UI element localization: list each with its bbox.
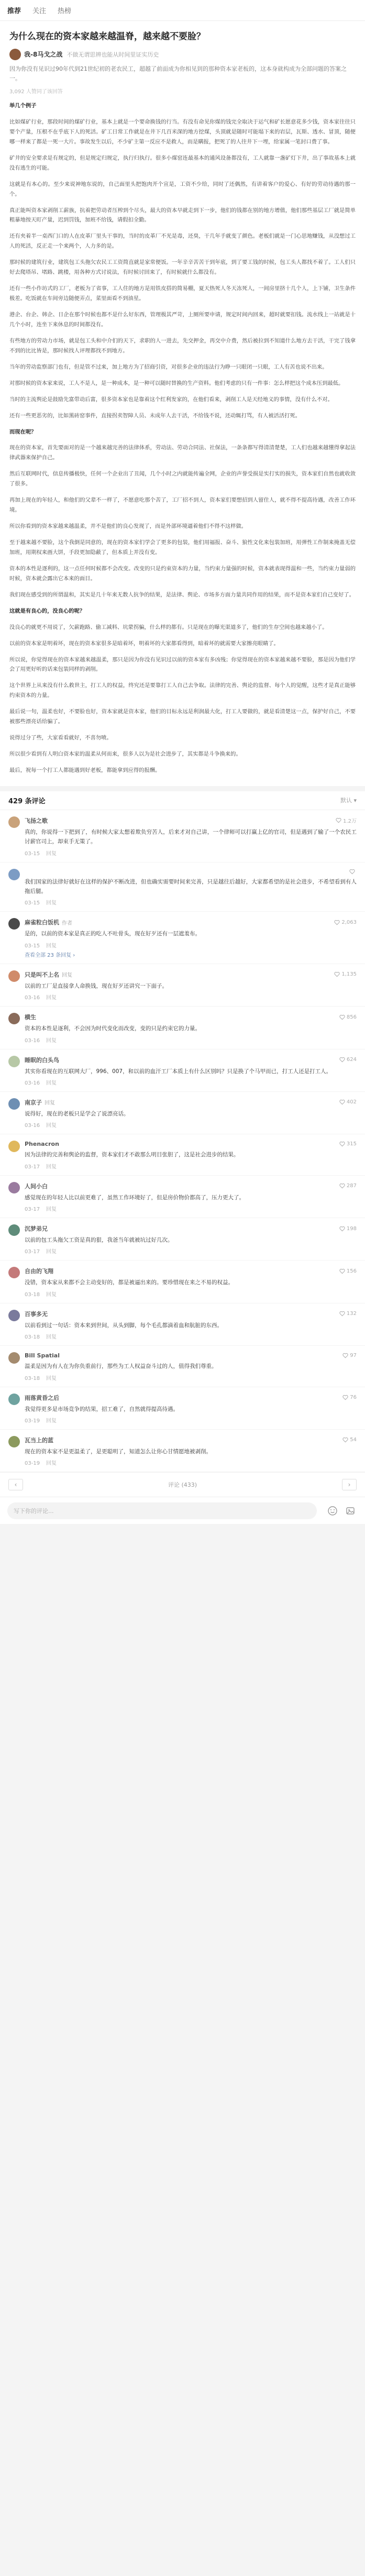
comment-reply-button[interactable]: 回复 — [46, 1461, 57, 1467]
comments-header — [0, 791, 365, 810]
comment-time: 03-16 — [25, 1123, 40, 1129]
comment-reply-button[interactable]: 回复 — [46, 1037, 57, 1044]
comment-footer — [25, 941, 357, 949]
comment-sort-toggle[interactable]: 默认 ▾ — [340, 797, 357, 804]
comment-text: 资本的本性是逐利，不会因为时代变化而改变，变的只是约束它的力量。 — [25, 1025, 201, 1032]
answer-paragraph: 还有一些小作坊式的工厂，老板为了省事，工人住的地方是用铁皮搭的简易棚，夏天热死人冬天冻死人，一间房里挤十几个人，上下铺，卫生条件极差。吃饭就在车间旁边随便弄点，菜里面看不到油星。 — [9, 285, 356, 302]
comment-text: 以前的工厂是直接拿人命换钱，现在好歹还讲究一下面子。 — [25, 982, 168, 989]
commenter-avatar[interactable] — [8, 869, 20, 880]
comment-text: 我觉得更多是市场竞争的结果，招工难了，自然就得提高待遇。 — [25, 1406, 179, 1412]
answer-paragraph: 最后说一句，温柔也好，不要脸也好，资本家就是资本家，他们的目标永远是利润最大化，打工人要做的，就是看清楚这一点，保护好自己，不要被那些漂亮话给骗了。 — [9, 709, 356, 725]
comment-content — [25, 816, 357, 857]
commenter-name[interactable]: 南京子 — [25, 1099, 42, 1106]
commenter-avatar[interactable] — [8, 970, 20, 982]
comment-user-row — [25, 869, 357, 875]
comment-like-button[interactable] — [339, 1311, 357, 1317]
commenter-name[interactable]: 瓦当上的蓝 — [25, 1436, 53, 1444]
answer-paragraph: 还有夹着半一桌西门口的人在皮革厂里头干事的，当时的皮革厂不光是毒，还臭，干几年手就变了颜色。老板们就是一门心思地赚钱，从没想过工人的死活，反正走一个来两个，人力多的是。 — [9, 233, 356, 250]
comment-item — [0, 1007, 365, 1049]
comment-like-button[interactable] — [339, 1183, 357, 1189]
commenter-avatar[interactable] — [8, 1224, 20, 1236]
comment-content — [25, 918, 357, 958]
comment-text: 现在的资本家不是更温柔了，是更聪明了，知道怎么让你心甘情愿地被剥削。 — [25, 1448, 212, 1455]
answer-paragraph: 我们现在感受到的所谓温和，其实是几十年来无数人抗争的结果，是法律、舆论、市场多方面力量共同作用的结果，而不是资本家们自己变好了。 — [9, 591, 355, 598]
comment-like-button[interactable] — [334, 920, 357, 925]
comment-time: 03-15 — [25, 900, 40, 906]
comment-content — [25, 1141, 357, 1169]
heart-icon — [339, 1183, 345, 1189]
comment-like-button[interactable] — [342, 1437, 357, 1443]
comment-item — [0, 1092, 365, 1134]
comment-content — [25, 1352, 357, 1381]
view-replies-link[interactable]: 查看全部 23 条回复 › — [25, 952, 75, 958]
comment-count: 429 条评论 — [8, 797, 46, 805]
comment-footer — [25, 1162, 357, 1170]
comment-item — [0, 810, 365, 863]
comment-item — [0, 1346, 365, 1387]
commenter-avatar[interactable] — [8, 1394, 20, 1405]
comment-like-count: 54 — [350, 1437, 357, 1443]
answer-summary: 因为你没有见识过90年代到21世纪初的老农民工，超越了前面成为你相见到的那种资本家老板的，这本身就构成为全部问题的答案之一。 — [9, 65, 347, 82]
heart-icon — [336, 817, 341, 823]
comment-reply-button[interactable]: 回复 — [46, 1291, 57, 1298]
commenter-avatar[interactable] — [8, 1141, 20, 1152]
comment-text: 温柔是因为有人在为你负重前行，那些为工人权益奋斗过的人，值得我们尊重。 — [25, 1363, 217, 1370]
comment-user-row — [25, 1182, 357, 1190]
section-heading: 这就是有良心的，没良心的呢？ — [9, 607, 85, 614]
comment-reply-button[interactable]: 回复 — [46, 1080, 57, 1086]
comment-reply-button[interactable]: 回复 — [46, 943, 57, 949]
comment-time: 03-15 — [25, 850, 40, 857]
commenter-name[interactable]: 麻雀粒白饭机 — [25, 919, 59, 926]
comment-time: 03-19 — [25, 1418, 40, 1424]
comment-footer — [25, 1332, 357, 1340]
commenter-name[interactable]: 只是叫不上名 — [25, 971, 59, 978]
commenter-avatar[interactable] — [8, 1013, 20, 1024]
answer-paragraph: 所以很少看到有人明白资本家的温柔从何而来，很多人以为是社会进步了，其实都是斗争换来的。 — [9, 751, 241, 758]
commenter-name[interactable]: Bill Spatial — [25, 1352, 60, 1359]
commenter-name[interactable]: 百事多无 — [25, 1310, 48, 1318]
comment-text: 没错，资本家从来都不会主动变好的，都是被逼出来的。要珍惜现在来之不易的权益。 — [25, 1279, 234, 1286]
heart-icon — [339, 1268, 345, 1274]
commenter-name[interactable]: Phenacron — [25, 1141, 59, 1148]
commenter-avatar[interactable] — [8, 1436, 20, 1447]
commenter-avatar[interactable] — [8, 1352, 20, 1364]
comment-item — [0, 863, 365, 912]
comment-item — [0, 1261, 365, 1303]
answer-paragraph: 当年的劳动监察部门也有，但是管不过来，加上地方为了招商引资，对很多企业的违法行为睁一只眼闭一只眼，工人有苦也说不出来。 — [9, 363, 328, 370]
comment-content — [25, 1310, 357, 1340]
heart-icon — [339, 1311, 345, 1317]
author-avatar[interactable] — [9, 49, 21, 60]
comment-user-row — [25, 1352, 357, 1359]
comment-like-button[interactable] — [339, 1057, 357, 1063]
comment-user-row — [25, 1267, 357, 1275]
answer-paragraph: 再加上现在的年轻人，和他们的父辈不一样了，不愿意吃那个苦了，工厂招不到人，资本家们要想招到人留住人，就不得不提高待遇，改善工作环境。 — [9, 497, 356, 514]
comment-like-count: 624 — [346, 1057, 357, 1063]
comment-time: 03-17 — [25, 1249, 40, 1255]
comment-reply-button[interactable]: 回复 — [46, 1249, 57, 1255]
comment-like-count: 402 — [346, 1099, 357, 1105]
comment-time: 03-19 — [25, 1461, 40, 1467]
comment-like-count: 856 — [346, 1014, 357, 1020]
comment-like-button[interactable] — [339, 1014, 357, 1020]
comment-like-button[interactable] — [336, 816, 357, 824]
heart-icon — [349, 869, 355, 875]
comment-like-count: 132 — [346, 1311, 357, 1317]
commenter-name[interactable]: 沉梦弟兄 — [25, 1225, 48, 1233]
comment-content — [25, 970, 357, 1001]
comment-like-button[interactable] — [342, 1353, 357, 1358]
commenter-badge: 回复 — [45, 1100, 55, 1107]
tab-recommend[interactable]: 推荐 — [7, 7, 21, 15]
top-nav — [0, 0, 365, 21]
comment-user-row — [25, 816, 357, 825]
commenter-avatar[interactable] — [8, 1098, 20, 1110]
emoji-icon[interactable] — [325, 1503, 340, 1518]
commenter-badge: 作者 — [62, 920, 72, 926]
commenter-avatar[interactable] — [8, 1310, 20, 1321]
answer-paragraph: 那时候的建筑行业，建筑包工头拖欠农民工工资简直就是家常便饭。一年辛辛苦苦干到年底，到了要工钱的时候，包工头人都找不着了。工人们只好去爬塔吊、堵路、跳楼，用各种方式讨说法，有时候讨回来了，有时候就什么都没有。 — [9, 259, 356, 276]
answer-paragraph: 以前的资本家是明着坏，现在的资本家很多是暗着坏，明着坏的大家都看得到，暗着坏的就需要大家擦亮眼睛了。 — [9, 640, 279, 647]
comment-like-count: 198 — [346, 1225, 357, 1232]
answer-paragraph: 还有一些更恶劣的，比如黑砖窑事件，直接拐卖智障人员、未成年人去干活，不给钱不说，还动辄打骂，有人被活活打死。 — [9, 412, 301, 419]
comment-item — [0, 1430, 365, 1472]
section-heading: 举几个例子 — [9, 103, 37, 109]
heart-icon — [339, 1226, 345, 1232]
comment-like-count: 287 — [346, 1183, 357, 1189]
comment-content — [25, 1013, 357, 1043]
comment-list — [0, 810, 365, 1472]
comment-like-count: 1.2万 — [343, 819, 357, 825]
comment-pager — [0, 1472, 365, 1497]
comment-time: 03-17 — [25, 1207, 40, 1213]
comment-footer — [25, 1247, 357, 1255]
comment-like-count: 2,063 — [341, 919, 357, 925]
comment-content — [25, 1436, 357, 1466]
comment-user-row — [25, 970, 357, 979]
answer-paragraph: 这个世界上从来没有什么救世主，打工人的权益，终究还是要靠打工人自己去争取。法律的完善、舆论的监督、每个人的觉醒，这些才是真正能够约束资本的力量。 — [9, 682, 356, 699]
comment-text: 说得好，现在的老板只是学会了说漂亮话。 — [25, 1110, 129, 1117]
comment-time: 03-16 — [25, 1037, 40, 1044]
comment-footer — [25, 1204, 357, 1212]
comment-text: 是的，以前的资本家是真正的吃人不吐骨头，现在好歹还有一层遮羞布。 — [25, 931, 201, 937]
answer-paragraph: 对那时候的资本家来说，工人不是人，是一种成本，是一种可以随时替换的生产资料。他们考虑的只有一件事：怎么样把这个成本压到最低。 — [9, 380, 344, 386]
comment-item — [0, 912, 365, 964]
comment-text: 真的，你说得一下把到了，有时候大家太想着欺负穷苦人，后来才对自己讲，一个律师可以打赢上亿的官司，但是遇到了输了一个农民工讨薪官司上，却束手无策了。 — [25, 828, 357, 845]
comment-footer — [25, 898, 357, 906]
comment-reply-button[interactable]: 回复 — [46, 1334, 57, 1341]
pager-text: 评论 (433) — [168, 1482, 197, 1489]
comment-footer — [25, 1078, 357, 1086]
comment-text: 我们国家的法律好就好在这样的保护不断改进，但也确实需要时间来完善，只是越往后越好，大家都希望的是社会进步，不希望看到有人拖后腿。 — [25, 878, 357, 895]
comment-time: 03-15 — [25, 943, 40, 949]
heart-icon — [339, 1057, 345, 1063]
question-title[interactable]: 为什么现在的资本家越来越温脊，越来越不要脸？ — [9, 31, 205, 42]
comment-content — [25, 1056, 357, 1086]
comment-time: 03-17 — [25, 1164, 40, 1170]
commenter-name[interactable]: 自由的飞翔 — [25, 1268, 53, 1275]
comment-like-button[interactable] — [349, 869, 357, 875]
comment-footer — [25, 993, 357, 1001]
comment-reply-button[interactable]: 回复 — [46, 900, 57, 906]
answer-paragraph: 资本的本性是逐利的，这一点任何时候都不会改变。改变的只是约束资本的力量，当约束力量强的时候，资本就表现得温和一些，当约束力量弱的时候，资本就会露出它本来的面目。 — [9, 565, 356, 582]
comment-content — [25, 1224, 357, 1255]
comment-like-button[interactable] — [339, 1099, 357, 1105]
comment-footer — [25, 1416, 357, 1424]
comment-user-row — [25, 1224, 357, 1233]
answer-paragraph: 有些地方的劳动力市场，就是包工头和中介们的天下，求职的人一进去，先交押金，再交中介费，然后被拉到不知道什么地方去干活，干完了钱拿不到的比比皆是，那时候找人评理都找不到地方。 — [9, 337, 356, 354]
commenter-avatar[interactable] — [8, 1182, 20, 1193]
comment-text: 其实你看现在的互联网大厂，996、007，和以前的血汗工厂本质上有什么区别吗？只是换了个马甲而已，打工人还是打工人。 — [25, 1068, 332, 1075]
comment-reply-button[interactable]: 回复 — [46, 1164, 57, 1170]
answer-paragraph: 说得过分了些，大家看看就好，不喜勿喷。 — [9, 735, 112, 742]
comment-like-button[interactable] — [339, 1268, 357, 1274]
answer-paragraph: 最后，祝每一个打工人都能遇到好老板，都能拿到应得的报酬。 — [9, 767, 161, 774]
comment-reply-button[interactable]: 回复 — [46, 1207, 57, 1213]
comment-footer — [25, 1036, 357, 1044]
commenter-name[interactable]: 横生 — [25, 1014, 36, 1021]
commenter-avatar[interactable] — [8, 1056, 20, 1067]
tab-follow[interactable]: 关注 — [32, 7, 47, 15]
comment-item — [0, 1049, 365, 1092]
comment-item — [0, 1387, 365, 1430]
comment-content — [25, 1394, 357, 1424]
heart-icon — [334, 971, 340, 977]
comment-time: 03-18 — [25, 1291, 40, 1298]
comment-user-row — [25, 1013, 357, 1021]
next-page-button[interactable]: › — [342, 1479, 357, 1490]
comment-input[interactable]: 写下你的评论... — [7, 1502, 317, 1519]
commenter-avatar[interactable] — [8, 1267, 20, 1278]
image-icon[interactable] — [343, 1503, 358, 1518]
comment-user-row — [25, 1310, 357, 1318]
heart-icon — [339, 1099, 345, 1105]
comment-footer — [25, 1458, 357, 1466]
heart-icon — [342, 1395, 348, 1400]
comment-item — [0, 1176, 365, 1218]
comment-content — [25, 869, 357, 906]
comment-user-row — [25, 1056, 357, 1064]
comment-like-button[interactable] — [339, 1226, 357, 1232]
upvote-stats: 3,092 人赞同了该回答 — [9, 89, 63, 95]
comment-footer — [25, 849, 357, 857]
answer-paragraph: 所以说，你觉得现在的资本家越来越温柔，那只是因为你没有见识过以前的资本家有多凶残；你觉得现在的资本家越来越不要脸，那是因为他们学会了用更好听的话来包装同样的剥削。 — [9, 656, 356, 673]
author-row — [9, 49, 356, 60]
comment-user-row — [25, 1141, 357, 1147]
answer-body — [9, 101, 356, 776]
answer-article — [0, 21, 365, 786]
comment-content — [25, 1267, 357, 1297]
answer-paragraph: 港企、台企、韩企、日企在那个时候也都不是什么好东西，管理极其严苛，上厕所要申请，规定时间内回来，超时就要扣钱。流水线上一站就是十几个小时，连坐下来休息的时间都没有。 — [9, 312, 356, 328]
section-heading: 而现在呢？ — [9, 428, 37, 435]
comment-time: 03-16 — [25, 995, 40, 1001]
commenter-name[interactable]: 飞扬之歌 — [25, 817, 48, 824]
answer-paragraph: 真正能叫资本家剥削工薪族，抗着把劳动者压榨到个尽头，最大的资本早就走到下一步，他们的钱都在别的地方增值，他们那些基层工厂就是简单粗暴地按天盯产量，迟到罚钱，加班不给钱，请假扣全勤。 — [9, 207, 356, 224]
author-description: 不做无谓思辨也能从时间里证实历史 — [67, 51, 159, 58]
prev-page-button[interactable]: ‹ — [8, 1479, 23, 1490]
comment-reply-button[interactable]: 回复 — [46, 1375, 57, 1381]
comment-item — [0, 964, 365, 1007]
answer-paragraph: 比如煤矿行业，那段时间的煤矿行业，基本上就是一个要命换钱的行当。有没有命见你煤的钱完全取决于运气和矿长愿意花多少钱，资本家往往只要个产量，压根不在乎底下人的死活。矿工日常工作就是在井下几百米深的地方挖煤，头顶就是随时可能塌下来的岩层，瓦斯、透水、冒顶，随便哪一样来了都是一死一大片。事故发生以后，不少矿主第一反应不是救人，而是瞒报，把死了的人往井下一埋，给家属一笔封口费了事。 — [9, 118, 356, 145]
comment-item — [0, 1134, 365, 1175]
answer-paragraph: 然后互联网时代，信息传播极快，任何一个企业出了丑闻，几个小时之内就能传遍全网，企业的声誉受损是实打实的损失，资本家们自然也就收敛了很多。 — [9, 471, 356, 488]
comment-user-row — [25, 1098, 357, 1107]
commenter-name[interactable]: 雨落黄昏之后 — [25, 1394, 59, 1401]
heart-icon — [339, 1014, 345, 1020]
comment-user-row — [25, 918, 357, 926]
commenter-name[interactable]: 睡眠的白头鸟 — [25, 1056, 59, 1064]
comment-time: 03-16 — [25, 1080, 40, 1086]
comment-like-button[interactable] — [342, 1395, 357, 1400]
answer-paragraph: 现在的资本家，首先要面对的是一个越来越完善的法律体系，劳动法、劳动合同法、社保法，一条条都写得清清楚楚，工人们也越来越懂得拿起法律武器来保护自己。 — [9, 445, 356, 461]
answer-paragraph: 这就是有本心的。至少来说神地东说的，自己面里头把饱肉开个宣是，工资不少给，同时了还偶然，有讲着客户的爱心、有好的劳动待遇的那一个。 — [9, 181, 356, 197]
comment-like-count: 76 — [350, 1395, 357, 1401]
comment-like-button[interactable] — [339, 1141, 357, 1147]
tab-hot[interactable]: 热榜 — [58, 7, 72, 15]
answer-paragraph: 矿井的安全要求是有规定的，但是规定归规定，执行归执行。很多小煤窑连最基本的通风设备都没有，工人就靠一盏矿灯下井，出了事故基本上就没有逃生的可能。 — [9, 154, 356, 171]
comment-user-row — [25, 1436, 357, 1444]
commenter-avatar[interactable] — [8, 918, 20, 930]
commenter-name[interactable]: 人间小白 — [25, 1182, 48, 1190]
heart-icon — [334, 920, 340, 925]
comment-content — [25, 1182, 357, 1212]
heart-icon — [342, 1437, 348, 1443]
comment-footer — [25, 1121, 357, 1129]
comment-reply-button[interactable]: 回复 — [46, 995, 57, 1001]
answer-paragraph: 没良心的就更不用说了，欠薪跑路、偷工减料、坑蒙拐骗，什么样的都有。只是现在的曝光渠道多了，他们的生存空间也越来越小了。 — [9, 624, 328, 631]
comment-like-button[interactable] — [334, 971, 357, 977]
comment-content — [25, 1098, 357, 1129]
comment-footer — [25, 1374, 357, 1381]
comment-item — [0, 1218, 365, 1261]
comment-time: 03-18 — [25, 1334, 40, 1341]
heart-icon — [339, 1141, 345, 1147]
comment-reply-button[interactable]: 回复 — [46, 1123, 57, 1129]
answer-paragraph: 当时的主流舆论是鼓励先富带动后富，很多资本家也是靠着这个红利发家的，在他们看来，剥削工人是天经地义的事情，没有什么不对。 — [9, 396, 333, 403]
comment-item — [0, 1303, 365, 1346]
comment-like-count: 1,135 — [341, 971, 357, 978]
comment-user-row — [25, 1394, 357, 1402]
comment-like-count: 315 — [346, 1141, 357, 1147]
comment-text: 感觉现在的年轻人比以前更难了，虽然工作环境好了，但是房价物价都高了，压力更大了。 — [25, 1194, 245, 1201]
bottom-bar — [0, 1497, 365, 1524]
author-name[interactable]: 我-8马戈之战 — [24, 51, 63, 59]
commenter-badge: 回复 — [62, 972, 72, 979]
comment-like-count: 156 — [346, 1268, 357, 1274]
comment-reply-button[interactable]: 回复 — [46, 850, 57, 857]
commenter-avatar[interactable] — [8, 816, 20, 828]
comment-time: 03-18 — [25, 1375, 40, 1381]
answer-paragraph: 所以你看到的资本家越来越温柔，并不是他们的良心发现了，而是外部环境逼着他们不得不这样做。 — [9, 523, 247, 530]
comment-like-count: 97 — [350, 1353, 357, 1359]
heart-icon — [342, 1353, 348, 1358]
comment-footer — [25, 1290, 357, 1298]
comment-text: 以前的包工头拖欠工资是真的狠，我爸当年就被坑过好几次。 — [25, 1237, 173, 1244]
comment-text: 因为法律的完善和舆论的监督，资本家们才不敢那么明目张胆了，这是社会进步的结果。 — [25, 1152, 239, 1158]
comment-text: 以前看到过一句话：资本来到世间，从头到脚，每个毛孔都滴着血和肮脏的东西。 — [25, 1322, 223, 1329]
comments-section — [0, 791, 365, 1497]
answer-paragraph: 至于越来越不要脸，这个我倒是同意的，现在的资本家们学会了更多的包装，他们用福报、奋斗、狼性文化来包装加班，用弹性工作制来掩盖无偿加班，用期权来画大饼，手段更加隐蔽了，但本质上并没有变。 — [9, 539, 356, 556]
comment-reply-button[interactable]: 回复 — [46, 1418, 57, 1424]
